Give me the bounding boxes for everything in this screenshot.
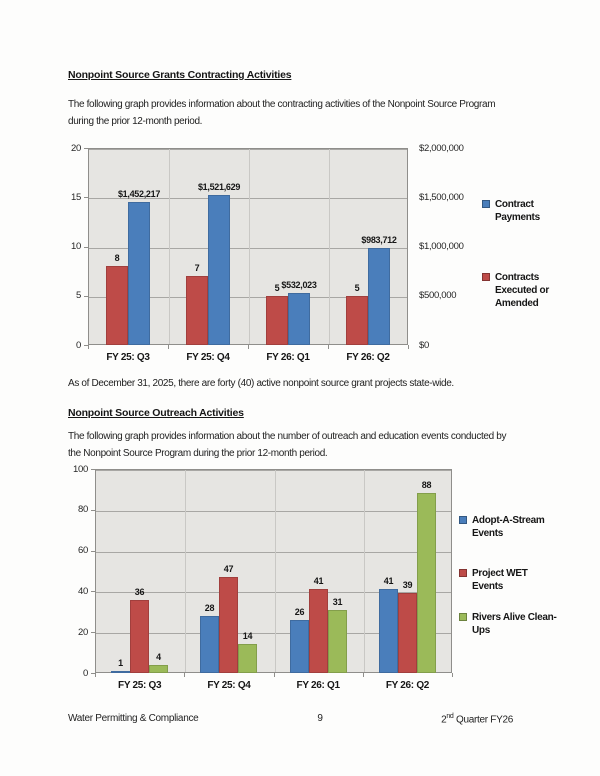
secondary-axis-tick-label: $1,000,000	[419, 241, 464, 252]
gridline	[96, 511, 451, 512]
axis-tick	[88, 345, 89, 349]
legend-swatch	[459, 516, 467, 524]
paragraph-outreach-intro: The following graph provides information about the number of outreach and education events conducted by the Nonpoint Source Program during the prior 12-month period.	[68, 431, 507, 459]
bar	[290, 620, 309, 673]
category-label: FY 25: Q4	[207, 680, 251, 691]
secondary-axis-tick-label: $1,500,000	[419, 191, 464, 203]
outreach-activities-chart	[0, 460, 600, 700]
axis-tick	[274, 673, 275, 677]
axis-tick	[168, 345, 169, 349]
bar-value-label: 4	[156, 652, 161, 662]
y-axis-tick-label: 80	[78, 504, 88, 516]
bar-value-label: 41	[383, 576, 394, 586]
bar	[309, 589, 328, 673]
legend-item	[459, 567, 558, 607]
legend-label: Adopt-A-Stream Events	[472, 515, 545, 539]
bar-value-label: 1	[118, 658, 123, 668]
axis-tick	[452, 673, 453, 677]
y-axis-tick-label: 20	[78, 626, 88, 638]
legend-label: Contracts Executed or Amended	[495, 272, 549, 309]
legend-label: Project WET Events	[472, 568, 528, 592]
bar-value-label: $983,712	[361, 235, 397, 245]
bar	[238, 644, 257, 673]
axis-tick	[248, 345, 249, 349]
legend-item	[482, 198, 561, 238]
axis-tick	[84, 296, 88, 297]
secondary-axis-tick-label: $0	[419, 339, 429, 351]
axis-tick	[84, 197, 88, 198]
footer-document-title: Water Permitting & Compliance	[68, 713, 199, 724]
bar	[288, 293, 310, 345]
legend-label: Rivers Alive Clean-Ups	[472, 612, 557, 636]
bar-value-label: 88	[421, 480, 432, 490]
bar	[111, 671, 130, 673]
bar-value-label: 41	[313, 576, 324, 586]
legend-swatch	[482, 200, 490, 208]
axis-tick	[363, 673, 364, 677]
bar	[130, 600, 149, 673]
y-axis-tick-label: 5	[76, 290, 81, 302]
paragraph-contracting-intro: The following graph provides information about the contracting activities of the Nonpoint Source Program during the prior 12-month period.	[68, 99, 496, 127]
category-separator	[249, 149, 250, 344]
category-label: FY 26: Q2	[385, 680, 430, 691]
footer-page-number: 9	[317, 713, 323, 724]
category-separator	[185, 470, 186, 672]
bar-value-label: 47	[223, 564, 234, 574]
bar-value-label: 36	[134, 587, 145, 597]
axis-tick	[84, 345, 88, 346]
note-active-projects: As of December 31, 2025, there are forty (40) active nonpoint source grant projects state-wide.	[68, 378, 454, 389]
legend-item	[459, 611, 558, 651]
bar	[328, 610, 347, 673]
legend-swatch	[459, 569, 467, 577]
category-separator	[364, 470, 365, 672]
bar	[398, 593, 417, 673]
bar-value-label: 14	[242, 631, 253, 641]
legend-swatch	[482, 273, 490, 281]
y-axis-tick-label: 15	[71, 191, 81, 203]
gridline	[89, 149, 407, 150]
category-label: FY 25: Q3	[118, 680, 162, 691]
bar	[208, 195, 230, 345]
bar-value-label: 28	[204, 603, 215, 613]
bar	[266, 296, 288, 345]
axis-tick	[84, 148, 88, 149]
bar-value-label: 26	[294, 607, 305, 617]
section-heading-outreach: Nonpoint Source Outreach Activities	[68, 407, 244, 419]
secondary-axis-tick-label: $500,000	[419, 290, 457, 302]
category-label: FY 25: Q4	[186, 352, 230, 363]
bar	[200, 616, 219, 673]
legend-item	[459, 514, 558, 554]
axis-tick	[84, 247, 88, 248]
category-label: FY 25: Q3	[106, 352, 150, 363]
bar-value-label: 5	[354, 283, 360, 293]
bar-value-label: 31	[332, 597, 343, 607]
bar-value-label: $532,023	[281, 280, 317, 290]
axis-tick	[95, 673, 96, 677]
axis-tick	[328, 345, 329, 349]
axis-tick	[184, 673, 185, 677]
bar	[149, 665, 168, 673]
y-axis-tick-label: 100	[73, 463, 88, 475]
category-separator	[275, 470, 276, 672]
category-label: FY 26: Q1	[266, 352, 310, 363]
axis-tick	[408, 345, 409, 349]
bar	[128, 202, 150, 345]
axis-tick	[91, 632, 95, 633]
bar	[106, 266, 128, 345]
legend-label: Contract Payments	[495, 199, 540, 223]
bar-value-label: 8	[114, 253, 120, 263]
gridline	[96, 470, 451, 471]
page-footer	[0, 713, 600, 733]
y-axis-tick-label: 0	[76, 339, 81, 351]
y-axis-tick-label: 20	[71, 142, 81, 154]
bar-value-label: 39	[402, 580, 413, 590]
axis-tick	[91, 551, 95, 552]
axis-tick	[91, 469, 95, 470]
y-axis-tick-label: 0	[83, 667, 88, 679]
category-label: FY 26: Q1	[296, 680, 340, 691]
axis-tick	[91, 673, 95, 674]
bar-value-label: $1,452,217	[117, 189, 161, 199]
y-axis-tick-label: 60	[78, 545, 88, 557]
bar	[379, 589, 398, 673]
bar-value-label: $1,521,629	[197, 182, 241, 192]
category-label: FY 26: Q2	[346, 352, 390, 363]
legend-item	[482, 271, 561, 311]
category-separator	[169, 149, 170, 344]
y-axis-tick-label: 40	[78, 585, 88, 597]
axis-tick	[91, 510, 95, 511]
bar	[219, 577, 238, 673]
bar-value-label: 7	[194, 263, 200, 273]
contracting-activities-chart	[0, 140, 600, 368]
legend-swatch	[459, 613, 467, 621]
section-heading-contracting: Nonpoint Source Grants Contracting Activities	[68, 69, 292, 81]
bar-value-label: 5	[274, 283, 280, 293]
gridline	[96, 552, 451, 553]
bar	[346, 296, 368, 345]
bar	[417, 493, 436, 673]
footer-quarter-label: 2nd Quarter FY26	[441, 713, 513, 726]
bar	[368, 248, 390, 345]
category-separator	[329, 149, 330, 344]
bar	[186, 276, 208, 345]
secondary-axis-tick-label: $2,000,000	[419, 142, 464, 154]
axis-tick	[91, 591, 95, 592]
y-axis-tick-label: 10	[71, 241, 81, 252]
